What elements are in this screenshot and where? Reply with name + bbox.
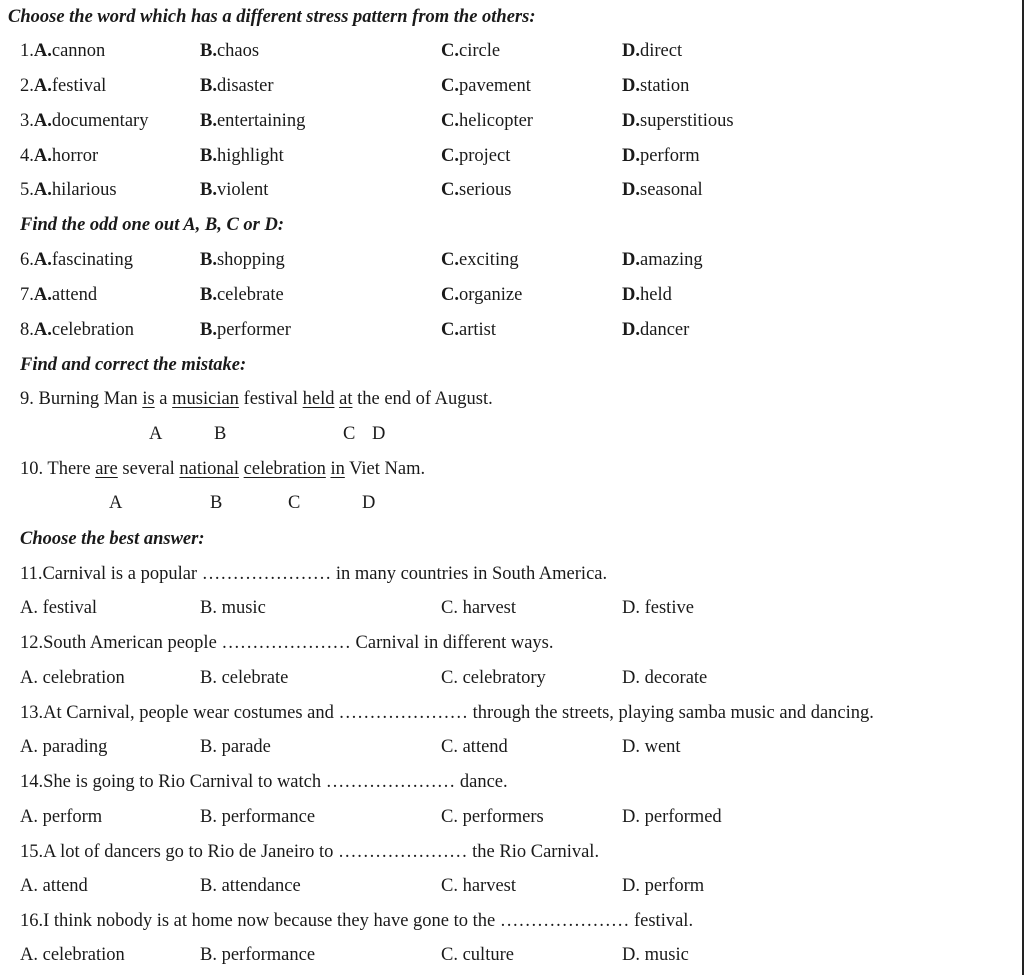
question-9-markers <box>0 421 1020 456</box>
question-14-stem <box>0 769 1020 804</box>
option-text: celebration <box>51 320 135 340</box>
option-a: A. celebration <box>20 945 125 965</box>
option-letter: A. <box>33 250 52 270</box>
option-text: disaster <box>216 76 274 96</box>
option-letter: D. <box>622 76 640 96</box>
option-b <box>200 73 273 99</box>
option-text: perform <box>640 146 700 166</box>
option-letter: D. <box>622 250 640 270</box>
section-title: Choose the word which has a different stress pattern from the others: <box>8 7 536 27</box>
question-6 <box>0 247 1020 282</box>
option-text: hilarious <box>51 180 117 200</box>
option-c <box>441 177 511 203</box>
marker-d: D <box>372 424 386 444</box>
question-11-options <box>0 595 1020 630</box>
option-text: entertaining <box>216 111 306 131</box>
question-10-markers <box>0 490 1020 525</box>
underlined-part-a: are <box>95 459 118 479</box>
option-a <box>20 317 134 343</box>
option-b: B. performance <box>200 807 316 827</box>
option-letter: B. <box>200 320 217 340</box>
question-10-sentence <box>20 456 425 482</box>
question-7 <box>0 282 1020 317</box>
underlined-part-d: in <box>330 459 345 479</box>
option-letter: C. <box>441 180 459 200</box>
option-letter: B. <box>200 180 217 200</box>
option-text: amazing <box>640 250 703 270</box>
option-text: artist <box>459 320 496 340</box>
option-text: superstitious <box>640 111 734 131</box>
question-1 <box>0 38 1020 73</box>
question-number: 7. <box>20 285 34 305</box>
option-a <box>20 177 117 203</box>
underlined-part-b: national <box>179 459 240 479</box>
option-text: project <box>459 146 511 166</box>
option-b: B. attendance <box>200 876 301 896</box>
option-a <box>20 73 106 99</box>
option-letter: A. <box>33 76 52 96</box>
option-c <box>441 108 533 134</box>
marker-b: B <box>210 493 223 513</box>
question-13-stem <box>0 700 1020 735</box>
option-letter: D. <box>622 146 640 166</box>
question-stem: 16.I think nobody is at home now because they have gone to the ………………… festival. <box>20 911 694 931</box>
section-heading-correct-mistake <box>0 352 1020 387</box>
option-d: D. music <box>622 945 689 965</box>
question-3 <box>0 108 1020 143</box>
option-text: performer <box>216 320 291 340</box>
section-title: Choose the best answer: <box>20 529 205 549</box>
question-8 <box>0 317 1020 352</box>
marker-a: A <box>149 424 163 444</box>
option-d <box>622 38 682 64</box>
option-letter: B. <box>200 41 217 61</box>
option-text: organize <box>459 285 523 305</box>
option-letter: A. <box>33 180 52 200</box>
option-letter: C. <box>441 250 459 270</box>
question-number: 1. <box>20 41 34 61</box>
option-text: direct <box>640 41 683 61</box>
option-text: attend <box>51 285 98 305</box>
marker-d: D <box>362 493 376 513</box>
sentence-text: 9. Burning Man <box>20 389 143 409</box>
option-d <box>622 73 689 99</box>
option-a <box>20 38 105 64</box>
sentence-text: the end of August. <box>352 389 493 409</box>
option-letter: D. <box>622 111 640 131</box>
sentence-text: 10. There <box>20 459 96 479</box>
option-letter: C. <box>441 320 459 340</box>
question-number: 3. <box>20 111 34 131</box>
option-text: celebrate <box>216 285 284 305</box>
option-letter: B. <box>200 146 217 166</box>
option-b <box>200 143 284 169</box>
option-d <box>622 247 703 273</box>
option-text: circle <box>459 41 501 61</box>
underlined-part-a: is <box>142 389 155 409</box>
option-d <box>622 143 700 169</box>
section-heading-stress <box>0 4 1020 39</box>
question-number: 8. <box>20 320 34 340</box>
option-text: shopping <box>216 250 285 270</box>
option-c: C. harvest <box>441 598 517 618</box>
option-text: held <box>640 285 672 305</box>
section-heading-best-answer <box>0 526 1020 561</box>
option-text: cannon <box>51 41 106 61</box>
option-b: B. parade <box>200 737 271 757</box>
option-b <box>200 282 284 308</box>
sentence-text: a <box>154 389 173 409</box>
option-d <box>622 108 734 134</box>
option-b <box>200 247 285 273</box>
option-letter: B. <box>200 250 217 270</box>
option-a <box>20 282 97 308</box>
option-a: A. perform <box>20 807 103 827</box>
option-letter: C. <box>441 41 459 61</box>
underlined-part-c: held <box>302 389 335 409</box>
underlined-part-b: musician <box>172 389 239 409</box>
question-12-options <box>0 665 1020 700</box>
sentence-text: several <box>117 459 180 479</box>
question-15-stem <box>0 839 1020 874</box>
option-d <box>622 317 689 343</box>
underlined-part-c: celebration <box>243 459 326 479</box>
option-letter: A. <box>33 146 52 166</box>
question-number: 4. <box>20 146 34 166</box>
option-text: highlight <box>216 146 284 166</box>
marker-b: B <box>214 424 227 444</box>
question-5 <box>0 177 1020 212</box>
option-c <box>441 317 496 343</box>
question-16-options <box>0 942 1020 977</box>
question-10 <box>0 456 1020 491</box>
option-c <box>441 143 510 169</box>
question-9-sentence <box>20 386 493 412</box>
underlined-part-d: at <box>339 389 353 409</box>
option-letter: D. <box>622 41 640 61</box>
option-b <box>200 317 291 343</box>
question-4 <box>0 143 1020 178</box>
option-c <box>441 282 522 308</box>
option-text: chaos <box>216 41 260 61</box>
question-12-stem <box>0 630 1020 665</box>
question-stem: 12.South American people ………………… Carnival in different ways. <box>20 633 554 653</box>
option-d: D. decorate <box>622 668 708 688</box>
option-c: C. attend <box>441 737 508 757</box>
option-text: fascinating <box>51 250 134 270</box>
option-d: D. festive <box>622 598 694 618</box>
option-letter: A. <box>33 320 52 340</box>
option-text: violent <box>216 180 269 200</box>
option-a: A. attend <box>20 876 88 896</box>
option-letter: A. <box>33 41 52 61</box>
question-9 <box>0 386 1020 421</box>
option-letter: B. <box>200 285 217 305</box>
option-b <box>200 38 259 64</box>
question-number: 2. <box>20 76 34 96</box>
section-title: Find and correct the mistake: <box>20 355 247 375</box>
section-title: Find the odd one out A, B, C or D: <box>20 215 285 235</box>
option-text: horror <box>51 146 99 166</box>
option-c: C. culture <box>441 945 514 965</box>
option-b <box>200 177 268 203</box>
marker-a: A <box>109 493 123 513</box>
option-letter: C. <box>441 146 459 166</box>
question-11-stem <box>0 561 1020 596</box>
question-14-options <box>0 804 1020 839</box>
option-letter: B. <box>200 76 217 96</box>
option-b <box>200 108 305 134</box>
option-letter: A. <box>33 285 52 305</box>
question-number: 6. <box>20 250 34 270</box>
question-stem: 13.At Carnival, people wear costumes and ………………… through the streets, playing samba music and dancing. <box>20 703 874 723</box>
option-text: helicopter <box>459 111 533 131</box>
option-letter: D. <box>622 320 640 340</box>
option-text: exciting <box>459 250 519 270</box>
marker-c: C <box>288 493 301 513</box>
option-c <box>441 247 519 273</box>
option-d <box>622 282 672 308</box>
option-text: station <box>640 76 690 96</box>
option-a <box>20 143 98 169</box>
question-15-options <box>0 873 1020 908</box>
option-letter: C. <box>441 285 459 305</box>
option-letter: D. <box>622 285 640 305</box>
option-letter: D. <box>622 180 640 200</box>
option-c: C. harvest <box>441 876 517 896</box>
option-b: B. performance <box>200 945 316 965</box>
option-c: C. performers <box>441 807 544 827</box>
question-16-stem <box>0 908 1020 943</box>
option-a: A. festival <box>20 598 98 618</box>
option-text: documentary <box>51 111 149 131</box>
option-d: D. performed <box>622 807 722 827</box>
option-b: B. music <box>200 598 266 618</box>
question-stem: 14.She is going to Rio Carnival to watch ………………… dance. <box>20 772 508 792</box>
question-13-options <box>0 734 1020 769</box>
option-text: festival <box>51 76 107 96</box>
option-a <box>20 247 133 273</box>
question-number: 5. <box>20 180 34 200</box>
question-2 <box>0 73 1020 108</box>
option-a: A. parading <box>20 737 108 757</box>
option-text: seasonal <box>640 180 703 200</box>
option-c <box>441 38 500 64</box>
question-stem: 15.A lot of dancers go to Rio de Janeiro to ………………… the Rio Carnival. <box>20 842 600 862</box>
sentence-text: Viet Nam. <box>344 459 426 479</box>
option-text: serious <box>459 180 512 200</box>
question-stem: 11.Carnival is a popular ………………… in many countries in South America. <box>20 564 608 584</box>
option-d: D. perform <box>622 876 705 896</box>
marker-c: C <box>343 424 356 444</box>
option-a: A. celebration <box>20 668 125 688</box>
option-letter: C. <box>441 111 459 131</box>
option-d: D. went <box>622 737 681 757</box>
option-letter: A. <box>33 111 52 131</box>
option-c <box>441 73 531 99</box>
option-d <box>622 177 703 203</box>
sentence-text: festival <box>238 389 303 409</box>
option-b: B. celebrate <box>200 668 289 688</box>
option-a <box>20 108 148 134</box>
option-c: C. celebratory <box>441 668 546 688</box>
option-text: pavement <box>459 76 531 96</box>
option-letter: B. <box>200 111 217 131</box>
option-text: dancer <box>640 320 690 340</box>
option-letter: C. <box>441 76 459 96</box>
section-heading-odd-one-out <box>0 212 1020 247</box>
